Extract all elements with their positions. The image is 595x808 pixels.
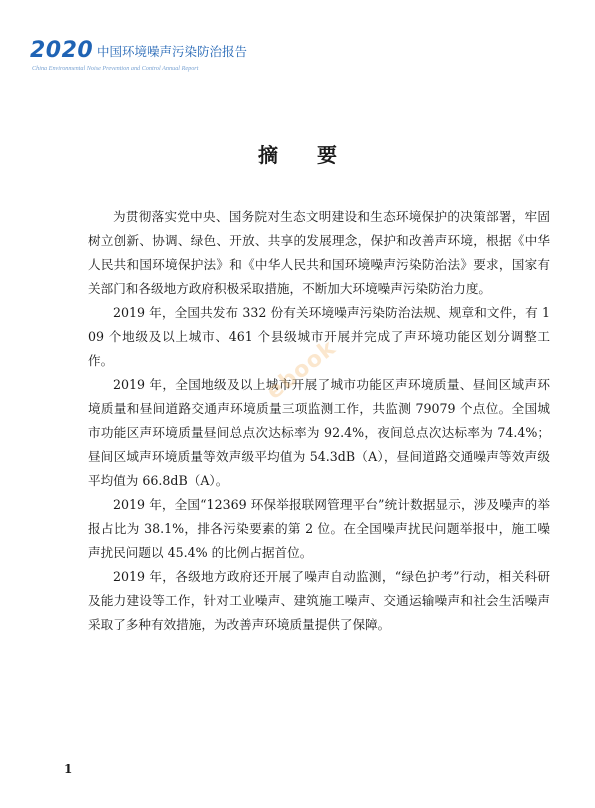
page-number: 1 bbox=[64, 762, 73, 776]
paragraph-2: 2019 年，全国共发布 332 份有关环境噪声污染防治法规、规章和文件，有 109 个地级及以上城市、461 个县级城市开展并完成了声环境功能区划分调整工作。 bbox=[88, 305, 550, 368]
abstract-body bbox=[88, 205, 550, 637]
header-title: 中国环境噪声污染防治报告 bbox=[97, 44, 248, 59]
watermark: ebook bbox=[262, 335, 341, 405]
paragraph-3: 2019 年，全国地级及以上城市开展了城市功能区声环境质量、昼间区域声环境质量和昼间道路交通声环境质量三项监测工作，共监测 79079 个点位。全国城市功能区声环境质量昼间总点次达标率为 92.4%，夜间总点次达标率为 74.4%；昼间区域声环境质量等效声级平均值为 54.3dB（A），昼间道路交通噪声等效声级平均值为 66.8dB（A）。 bbox=[88, 377, 550, 488]
paragraph-5: 2019 年，各级地方政府还开展了噪声自动监测，“绿色护考”行动，相关科研及能力建设等工作，针对工业噪声、建筑施工噪声、交通运输噪声和社会生活噪声采取了多种有效措施，为改善声环境质量提供了保障。 bbox=[88, 569, 550, 632]
report-header bbox=[30, 38, 450, 78]
header-year: 2020 bbox=[30, 38, 94, 63]
header-subtitle: China Environmental Noise Prevention and Control Annual Report bbox=[32, 65, 199, 72]
page-title: 摘 要 bbox=[258, 143, 353, 167]
paragraph-1: 为贯彻落实党中央、国务院对生态文明建设和生态环境保护的决策部署，牢固树立创新、协调、绿色、开放、共享的发展理念，保护和改善声环境，根据《中华人民共和国环境保护法》和《中华人民共和国环境噪声污染防治法》要求，国家有关部门和各级地方政府积极采取措施，不断加大环境噪声污染防治力度。 bbox=[88, 209, 550, 296]
paragraph-4: 2019 年，全国“12369 环保举报联网管理平台”统计数据显示，涉及噪声的举报占比为 38.1%，排各污染要素的第 2 位。在全国噪声扰民问题举报中，施工噪声扰民问题以 45.4% 的比例占据首位。 bbox=[88, 497, 550, 560]
